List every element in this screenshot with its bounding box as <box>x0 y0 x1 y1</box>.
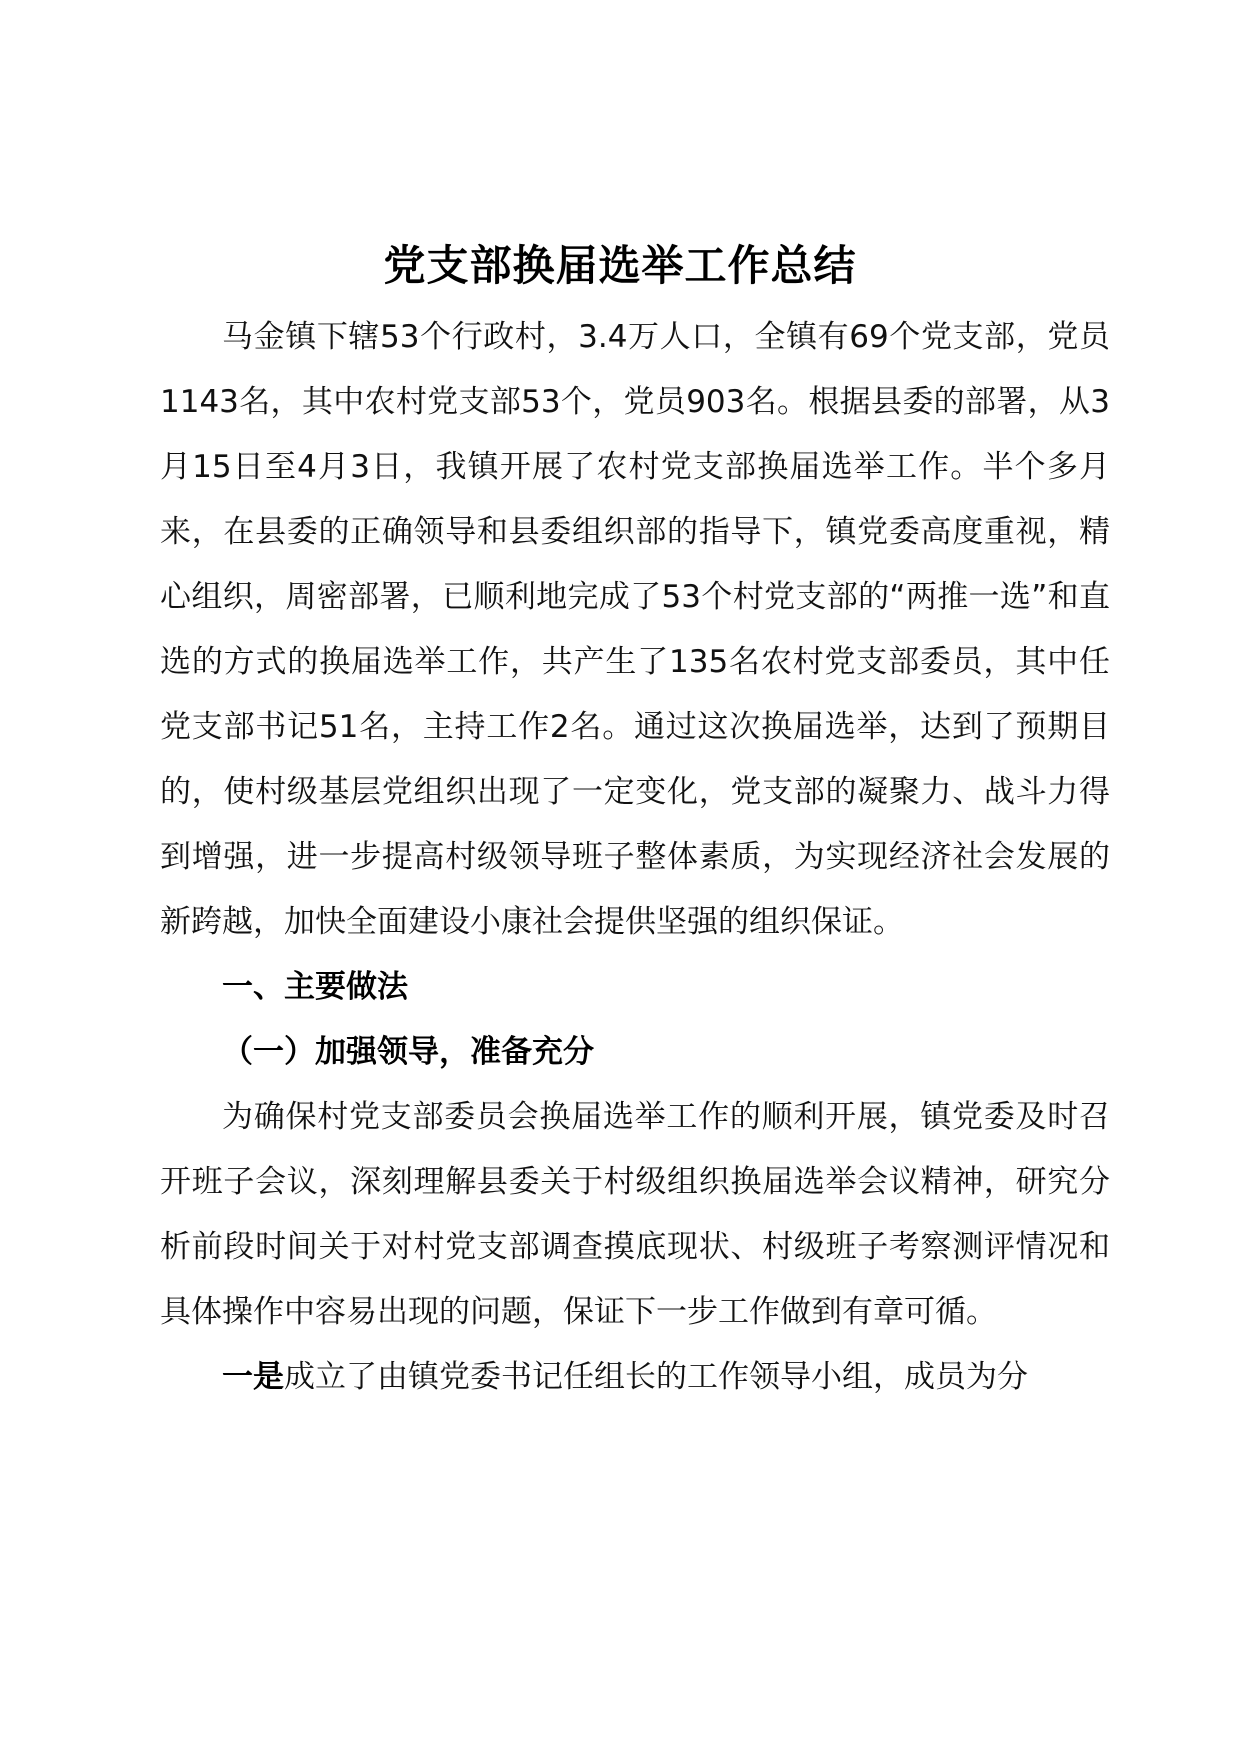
paragraph-text: 成立了由镇党委书记任组长的工作领导小组，成员为分 <box>284 1359 1028 1395</box>
intro-paragraph: 马金镇下辖53个行政村，3.4万人口，全镇有69个党支部，党员1143名，其中农村党支部53个，党员903名。根据县委的部署，从3月15日至4月3日，我镇开展了农村党支部换届选举工作。半个多月来，在县委的正确领导和县委组织部的指导下，镇党委高度重视，精心组织，周密部署，已顺利地完成了53个村党支部的“两推一选”和直选的方式的换届选举工作，共产生了135名农村党支部委员，其中任党支部书记51名，主持工作2名。通过这次换届选举，达到了预期目的，使村级基层党组织出现了一定变化，党支部的凝聚力、战斗力得到增强，进一步提高村级领导班子整体素质，为实现经济社会发展的新跨越，加快全面建设小康社会提供坚强的组织保证。 <box>160 319 1110 940</box>
subsection-heading-1: （一）加强领导，准备充分 <box>222 1034 594 1070</box>
body-paragraph-2: 为确保村党支部委员会换届选举工作的顺利开展，镇党委及时召开班子会议，深刻理解县委关于村级组织换届选举会议精神，研究分析前段时间关于对村党支部调查摸底现状、村级班子考察测评情况和具体操作中容易出现的问题，保证下一步工作做到有章可循。 <box>160 1099 1110 1330</box>
section-heading-1: 一、主要做法 <box>222 969 408 1005</box>
body-paragraph-3 <box>160 1345 1110 1410</box>
document-title: 党支部换届选举工作总结 <box>383 241 857 290</box>
document-body <box>160 305 1110 1410</box>
paragraph-lead: 一是 <box>222 1359 284 1395</box>
